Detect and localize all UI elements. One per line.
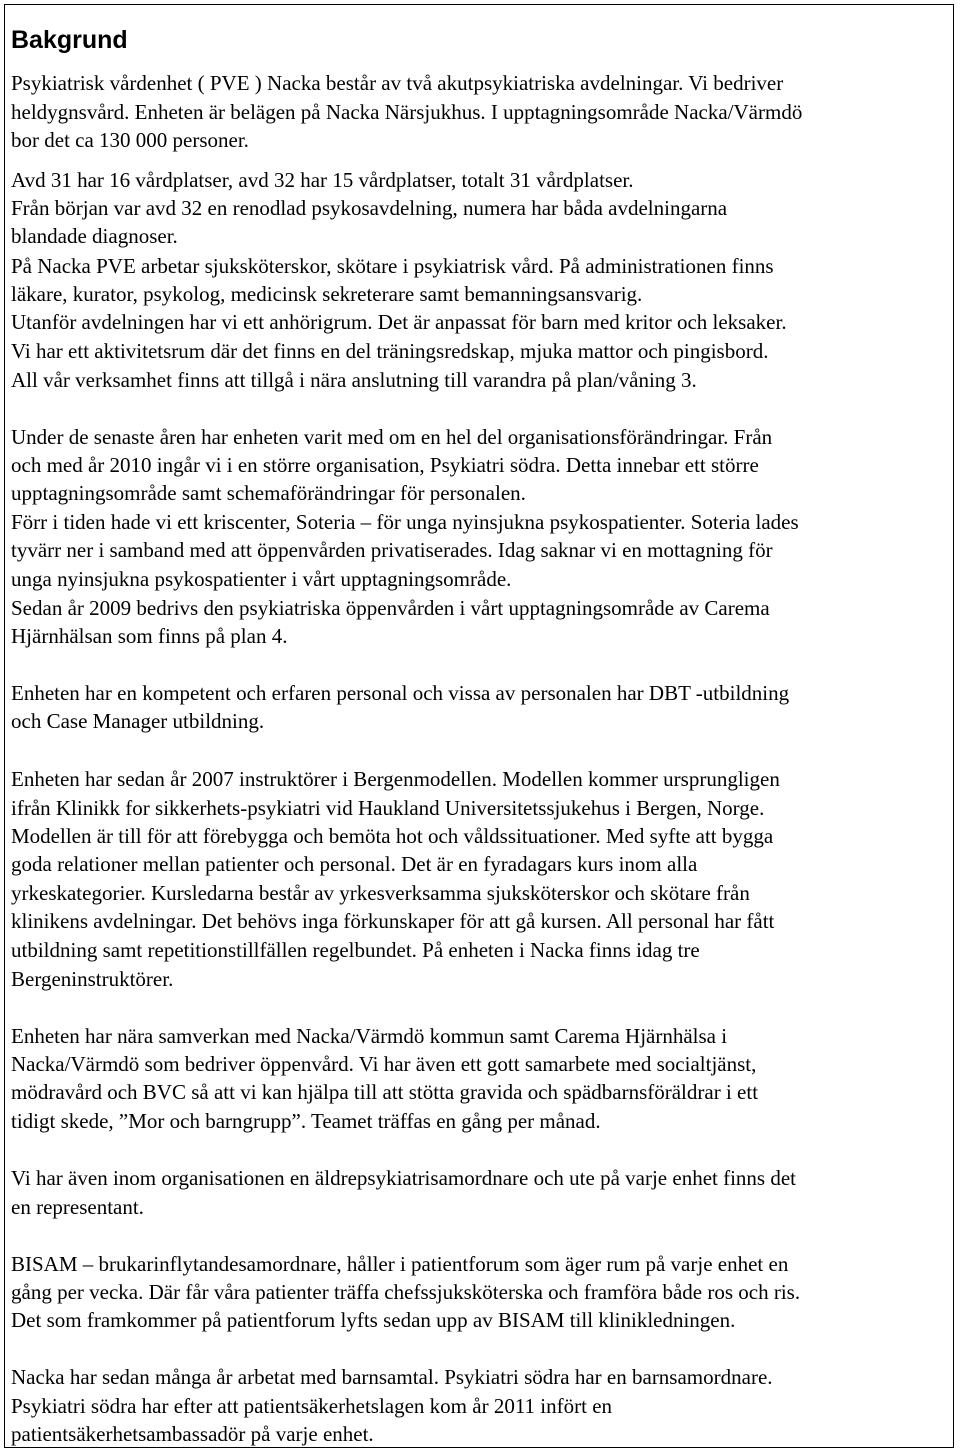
paragraph-line: och med år 2010 ingår vi i en större organisation, Psykiatri södra. Detta innebar ett större — [11, 453, 759, 477]
paragraph-line: Under de senaste åren har enheten varit med om en hel del organisationsförändringar. Från — [11, 425, 773, 449]
paragraph-line: klinikens avdelningar. Det behövs inga förkunskaper för att gå kursen. All personal har fått — [11, 909, 775, 933]
paragraph-line: Bergeninstruktörer. — [11, 967, 174, 991]
paragraph-line: unga nyinsjukna psykospatienter i vårt upptagningsområde. — [11, 567, 512, 591]
paragraph-line: På Nacka PVE arbetar sjuksköterskor, skötare i psykiatrisk vård. På administrationen finns — [11, 254, 774, 278]
paragraph-line: Avd 31 har 16 vårdplatser, avd 32 har 15 vårdplatser, totalt 31 vårdplatser. — [11, 168, 634, 192]
paragraph-line: Från början var avd 32 en renodlad psykosavdelning, numera har båda avdelningarna — [11, 196, 728, 220]
paragraph-line: Det som framkommer på patientforum lyfts sedan upp av BISAM till klinikledningen. — [11, 1308, 736, 1332]
paragraph-line: utbildning samt repetitionstillfällen regelbundet. På enheten i Nacka finns idag tre — [11, 938, 700, 962]
paragraph-line: Nacka har sedan många år arbetat med barnsamtal. Psykiatri södra har en barnsamordnare. — [11, 1365, 773, 1389]
paragraph-line: BISAM – brukarinflytandesamordnare, håller i patientforum som äger rum på varje enhet en — [11, 1252, 789, 1276]
paragraph-line: Modellen är till för att förebygga och bemöta hot och våldssituationer. Med syfte att bygga — [11, 824, 774, 848]
paragraph-line: Hjärnhälsan som finns på plan 4. — [11, 624, 288, 648]
paragraph-line: bor det ca 130 000 personer. — [11, 128, 249, 152]
paragraph-line: goda relationer mellan patienter och personal. Det är en fyradagars kurs inom alla — [11, 852, 698, 876]
paragraph-line: patientsäkerhetsambassadör på varje enhet. — [11, 1422, 374, 1446]
paragraph-line: Förr i tiden hade vi ett kriscenter, Soteria – för unga nyinsjukna psykospatienter. Soteria lades — [11, 510, 799, 534]
paragraph-line: heldygnsvård. Enheten är belägen på Nacka Närsjukhus. I upptagningsområde Nacka/Värmdö — [11, 100, 803, 124]
paragraph-line: en representant. — [11, 1195, 144, 1219]
paragraph-line: Nacka/Värmdö som bedriver öppenvård. Vi har även ett gott samarbete med socialtjänst, — [11, 1052, 757, 1076]
paragraph-line: All vår verksamhet finns att tillgå i nära anslutning till varandra på plan/våning 3. — [11, 368, 697, 392]
section-heading: Bakgrund — [11, 26, 128, 54]
paragraph-line: läkare, kurator, psykolog, medicinsk sekreterare samt bemanningsansvarig. — [11, 282, 643, 306]
paragraph-line: Enheten har nära samverkan med Nacka/Värmdö kommun samt Carema Hjärnhälsa i — [11, 1024, 728, 1048]
paragraph-line: Vi har även inom organisationen en äldrepsykiatrisamordnare och ute på varje enhet finns det — [11, 1166, 796, 1190]
paragraph-line: Enheten har sedan år 2007 instruktörer i Bergenmodellen. Modellen kommer ursprungligen — [11, 767, 780, 791]
paragraph-line: tidigt skede, ”Mor och barngrupp”. Teamet träffas en gång per månad. — [11, 1109, 601, 1133]
paragraph-line: och Case Manager utbildning. — [11, 709, 265, 733]
paragraph-line: yrkeskategorier. Kursledarna består av yrkesverksamma sjuksköterskor och skötare från — [11, 881, 750, 905]
paragraph-line: Vi har ett aktivitetsrum där det finns en del träningsredskap, mjuka mattor och pingisbord. — [11, 339, 769, 363]
paragraph-line: upptagningsområde samt schemaförändringar för personalen. — [11, 481, 526, 505]
paragraph-line: blandade diagnoser. — [11, 224, 178, 248]
paragraph-line: Enheten har en kompetent och erfaren personal och vissa av personalen har DBT -utbildning — [11, 681, 790, 705]
paragraph-line: Psykiatrisk vårdenhet ( PVE ) Nacka består av två akutpsykiatriska avdelningar. Vi bedriver — [11, 71, 784, 95]
paragraph-line: Sedan år 2009 bedrivs den psykiatriska öppenvården i vårt upptagningsområde av Carema — [11, 596, 770, 620]
paragraph-line: Psykiatri södra har efter att patientsäkerhetslagen kom år 2011 infört en — [11, 1394, 613, 1418]
paragraph-line: ifrån Klinikk for sikkerhets-psykiatri vid Haukland Universitetssjukehus i Bergen, Norge. — [11, 796, 765, 820]
paragraph-line: gång per vecka. Där får våra patienter träffa chefssjuksköterska och framföra både ros och ris. — [11, 1280, 801, 1304]
paragraph-line: Utanför avdelningen har vi ett anhörigrum. Det är anpassat för barn med kritor och leksaker. — [11, 310, 787, 334]
paragraph-line: mödravård och BVC så att vi kan hjälpa till att stötta gravida och spädbarnsföräldrar i ett — [11, 1080, 759, 1104]
paragraph-line: tyvärr ner i samband med att öppenvården privatiserades. Idag saknar vi en mottagning för — [11, 538, 773, 562]
